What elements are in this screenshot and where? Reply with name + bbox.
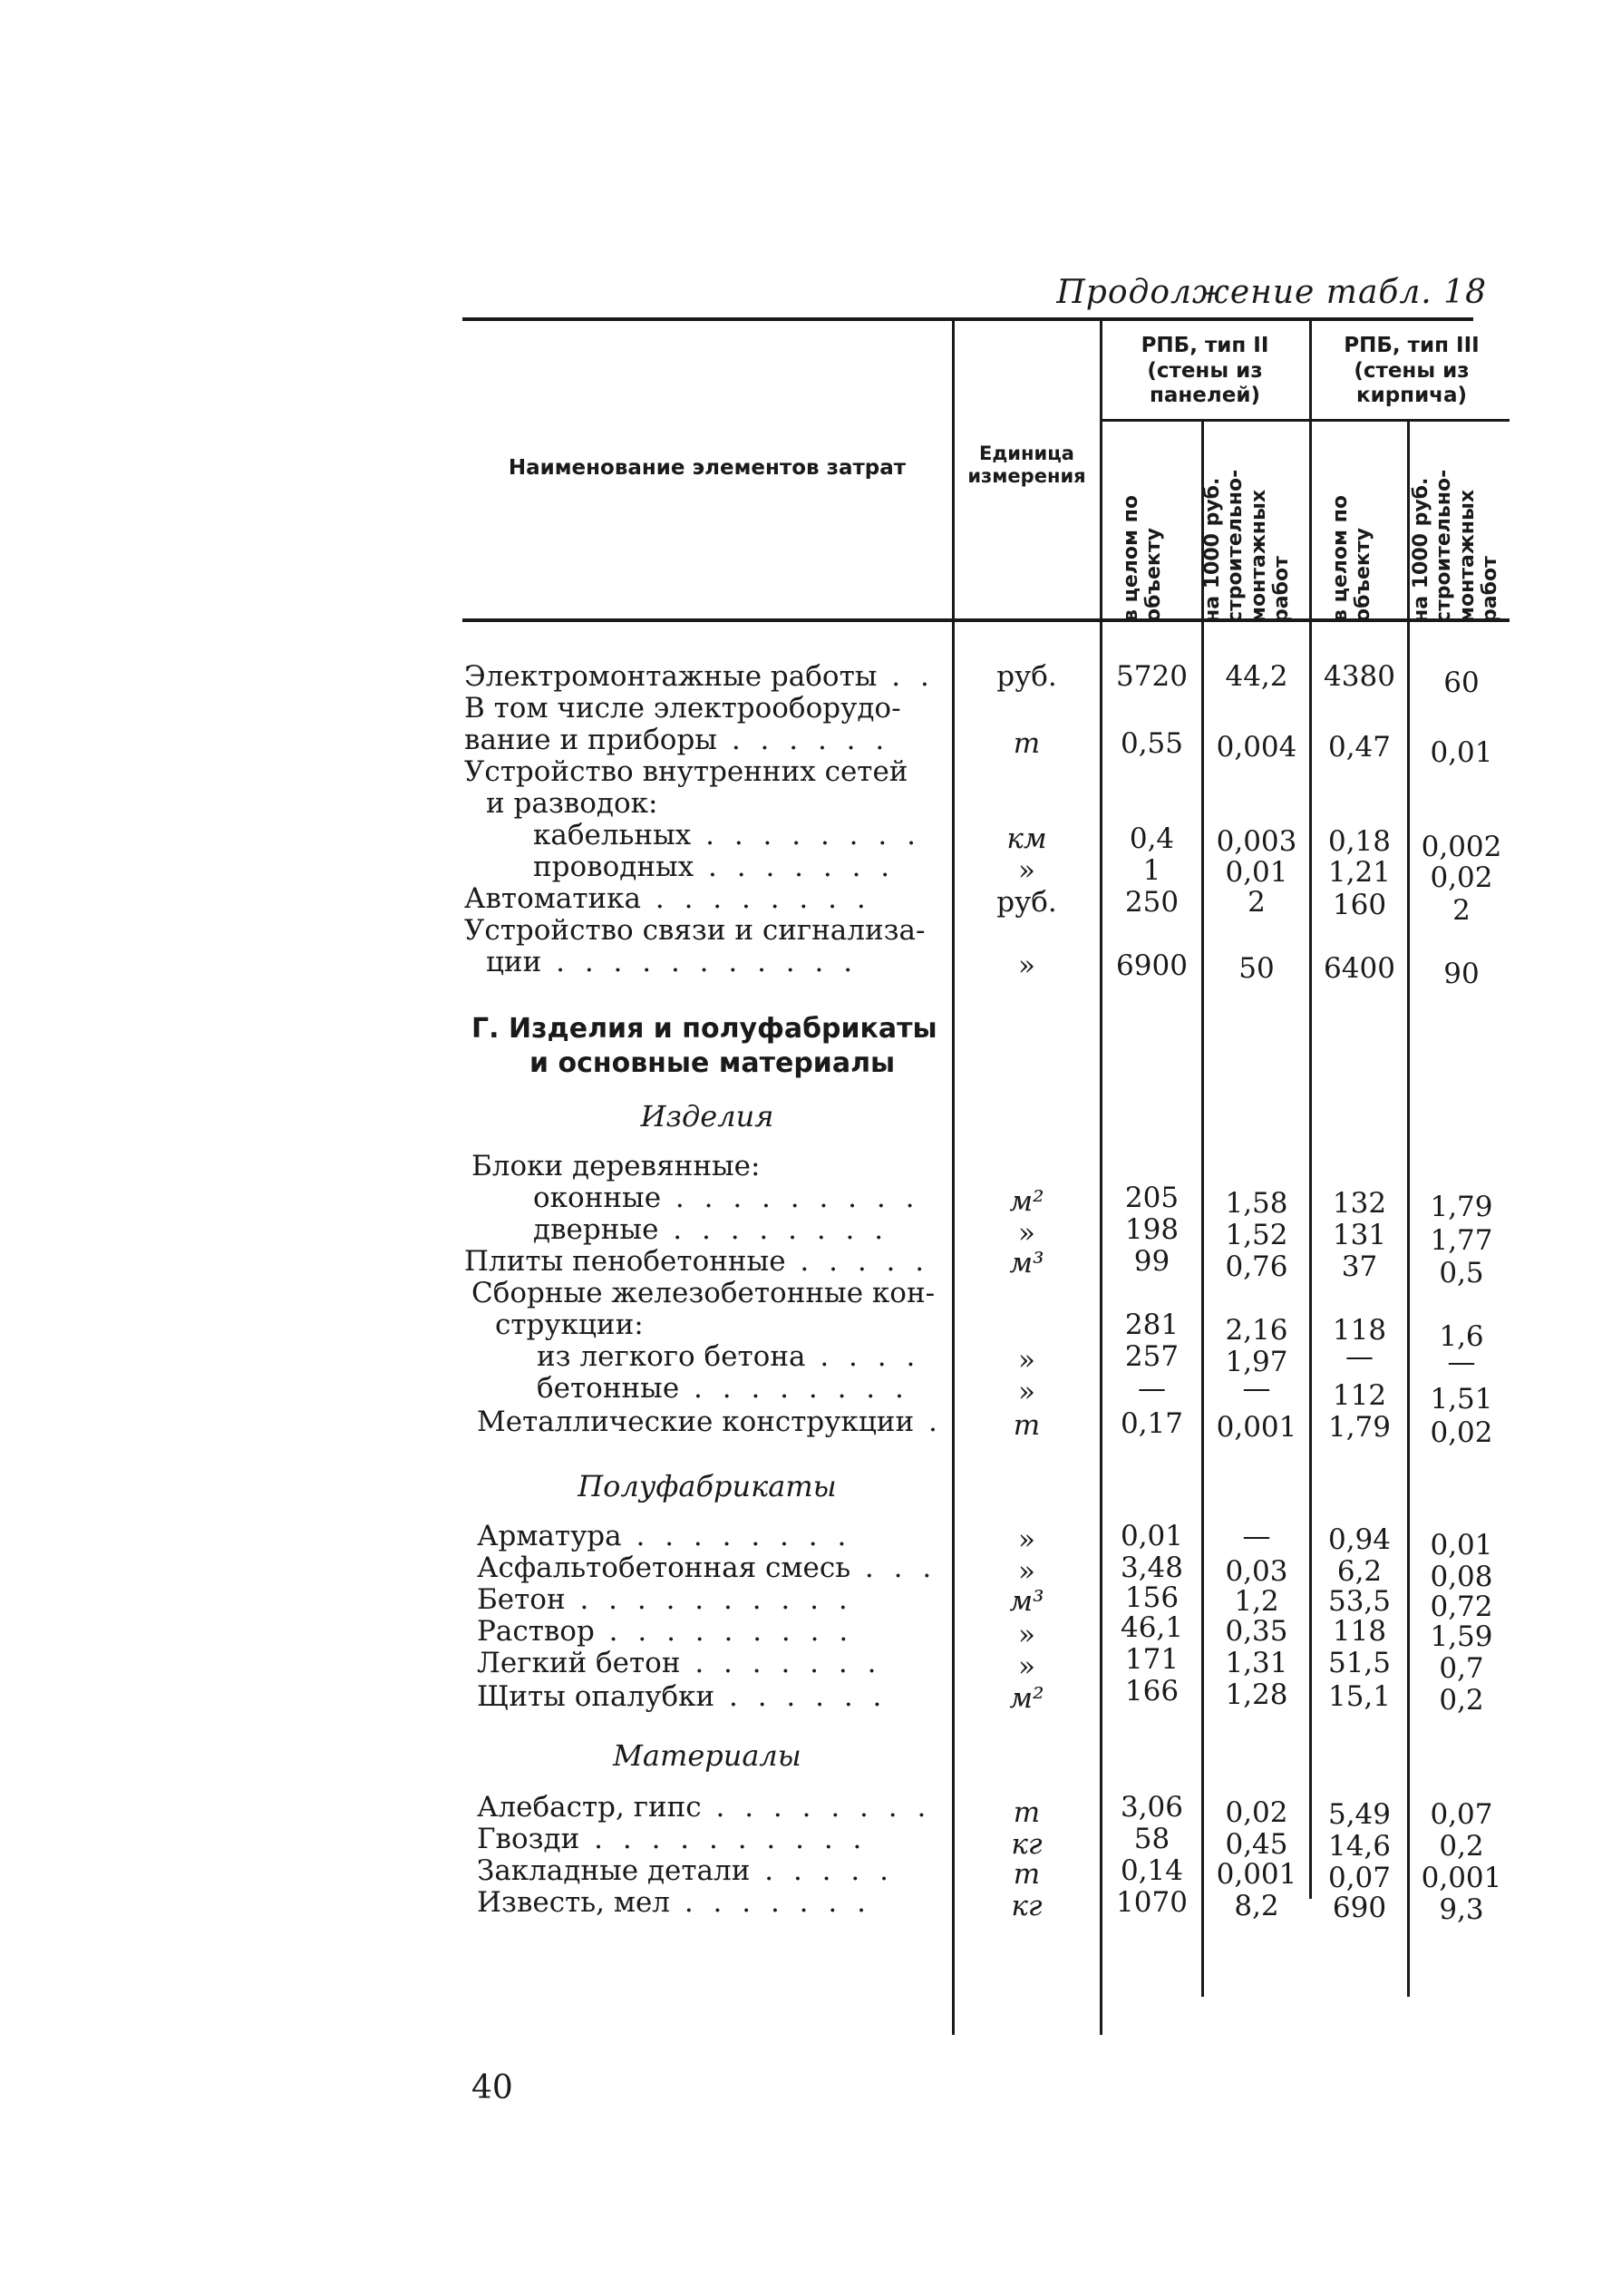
row-label: Щиты опалубки . . . . . . [477,1680,888,1713]
row-unit: руб. [996,886,1057,919]
value-per1000-2: 1,51 [1430,1383,1493,1416]
value-per1000-1: 1,31 [1225,1647,1288,1679]
value-per1000-1: 0,001 [1216,1411,1297,1444]
value-total-1: 99 [1133,1245,1170,1278]
value-total-2: 118 [1332,1314,1387,1347]
vline-sub2 [1407,419,1410,1997]
row-label: оконные . . . . . . . . . [533,1182,920,1214]
value-total-2: 0,94 [1327,1523,1392,1556]
value-per1000-2: 0,001 [1421,1862,1502,1894]
row-label: струкции: [495,1309,644,1341]
header-unit-column: Единица измерения [967,443,1086,488]
value-per1000-1: 0,01 [1225,856,1288,889]
value-total-1: 281 [1124,1309,1180,1341]
value-total-1: 1070 [1116,1886,1188,1919]
subsection-polufabrikaty: Полуфабрикаты [578,1469,837,1503]
row-label: ции . . . . . . . . . . . [486,946,859,978]
value-per1000-2: 1,79 [1430,1191,1493,1223]
row-label: Блоки деревянные: [471,1150,761,1182]
value-total-2: 690 [1332,1892,1387,1924]
row-unit: т [1013,1409,1041,1442]
subheader-per1000-1: на 1000 руб. строительно-монтажных работ [1201,469,1293,623]
value-total-1: 198 [1124,1213,1180,1246]
value-per1000-2: 1,77 [1430,1224,1493,1257]
value-per1000-1: 0,02 [1225,1796,1288,1829]
row-label: Сборные железобетонные кон- [471,1277,936,1309]
value-per1000-2: 0,01 [1430,736,1493,769]
header-name-column: Наименование элементов затрат [508,456,907,480]
value-per1000-1: 1,52 [1225,1219,1288,1251]
value-per1000-1: — [1242,1520,1271,1552]
value-total-2: 15,1 [1327,1680,1392,1713]
value-total-1: — [1138,1372,1166,1405]
value-per1000-1: 1,28 [1225,1678,1288,1711]
value-per1000-1: 2 [1248,886,1266,919]
row-unit: м³ [1009,1585,1044,1618]
value-total-2: 0,47 [1327,731,1392,764]
value-total-2: 51,5 [1327,1647,1392,1679]
value-total-1: 257 [1124,1340,1180,1373]
row-label: Плиты пенобетонные . . . . . [464,1245,930,1278]
value-per1000-2: 0,02 [1430,1416,1493,1449]
value-per1000-2: 90 [1443,958,1480,990]
row-label: Асфальтобетонная смесь . . . [477,1552,937,1584]
row-label: Электромонтажные работы . . [464,660,935,693]
row-unit: » [1018,1619,1035,1651]
value-total-2: 6,2 [1336,1555,1383,1588]
value-total-2: 0,18 [1327,825,1392,858]
section-title-line2: и основные материалы [529,1046,896,1079]
subheader-total-1: в целом по объекту [1120,495,1166,622]
value-total-1: 1 [1142,854,1161,887]
page-number: 40 [471,2069,513,2106]
value-total-2: 53,5 [1327,1585,1392,1618]
value-total-1: 171 [1124,1643,1180,1676]
header-group-type2: РПБ, тип II (стены из панелей) [1141,334,1269,408]
row-unit: » [1018,1217,1035,1250]
row-label: Металлические конструкции . [477,1406,943,1438]
value-per1000-2: 9,3 [1439,1893,1484,1926]
value-total-2: 1,21 [1327,856,1392,889]
row-unit: » [1018,1650,1035,1683]
row-label: из легкого бетона . . . . [537,1340,921,1373]
top-rule [462,317,1473,321]
value-per1000-2: 0,02 [1430,861,1493,894]
row-label: Алебастр, гипс . . . . . . . . [477,1791,932,1824]
row-label: вание и приборы . . . . . . [464,724,890,756]
value-per1000-1: 1,2 [1234,1585,1279,1618]
row-unit: » [1018,1555,1035,1588]
value-per1000-1: 2,16 [1225,1314,1288,1347]
row-unit: м³ [1009,1247,1044,1279]
row-unit: » [1018,1376,1035,1408]
subheader-total-2: в целом по объекту [1329,495,1375,622]
value-total-2: 4380 [1324,660,1395,693]
row-unit: т [1013,1858,1041,1891]
value-total-1: 0,14 [1120,1854,1184,1887]
value-total-1: 58 [1133,1823,1170,1855]
row-label: Арматура . . . . . . . . [477,1520,852,1552]
value-total-2: 112 [1332,1379,1387,1412]
row-label: дверные . . . . . . . . [533,1213,889,1246]
row-label: Закладные детали . . . . . [477,1854,894,1887]
row-unit: » [1018,1344,1035,1377]
row-label: В том числе электрооборудо- [464,692,901,725]
value-per1000-2: 60 [1443,666,1480,699]
value-per1000-1: 0,35 [1225,1615,1288,1648]
row-label: Устройство связи и сигнализа- [464,914,926,947]
value-total-1: 3,48 [1120,1552,1184,1584]
value-per1000-2: 0,2 [1439,1684,1484,1717]
subsection-materialy: Материалы [613,1738,801,1773]
value-per1000-2: 1,59 [1430,1620,1493,1653]
value-total-2: 118 [1332,1615,1387,1648]
row-unit: м² [1009,1682,1044,1715]
vline-unit [952,321,955,2035]
value-per1000-2: 0,07 [1430,1798,1493,1831]
value-per1000-2: 0,5 [1439,1257,1484,1289]
vline-group2 [1309,321,1312,1899]
value-total-2: 1,79 [1327,1411,1392,1444]
row-label: и разводок: [486,787,658,820]
header-group-type3: РПБ, тип III (стены из кирпича) [1344,334,1480,408]
row-label: кабельных . . . . . . . . [533,819,921,851]
group-rule [1100,419,1510,422]
value-total-1: 166 [1124,1675,1180,1707]
value-per1000-1: 44,2 [1225,660,1288,693]
row-unit: м² [1009,1185,1044,1218]
section-title [471,1012,937,1080]
value-per1000-2: 1,6 [1439,1320,1484,1353]
value-total-2: 132 [1332,1187,1387,1220]
row-label: Автоматика . . . . . . . . [464,882,871,915]
row-label: Гвозди . . . . . . . . . . [477,1823,868,1855]
value-total-2: 14,6 [1327,1830,1392,1863]
value-total-2: 0,07 [1327,1862,1392,1894]
subsection-izdeliya: Изделия [640,1099,774,1133]
value-per1000-1: 0,76 [1225,1250,1288,1283]
value-total-1: 0,01 [1120,1520,1184,1552]
value-per1000-2: 0,01 [1430,1529,1493,1561]
value-per1000-1: 0,004 [1216,731,1297,764]
value-per1000-1: 0,001 [1216,1858,1297,1891]
value-per1000-2: 0,72 [1430,1591,1493,1623]
value-per1000-1: 0,45 [1225,1828,1288,1861]
row-unit: » [1018,949,1035,982]
value-per1000-2: 0,2 [1439,1830,1484,1863]
value-total-1: 0,17 [1120,1407,1184,1440]
value-per1000-1: 1,58 [1225,1187,1288,1220]
value-total-2: 131 [1332,1219,1387,1251]
value-total-2: 160 [1332,889,1387,921]
value-total-1: 0,55 [1120,727,1184,760]
row-unit: » [1018,854,1035,887]
row-label: Устройство внутренних сетей [464,755,908,788]
value-per1000-1: 0,003 [1216,825,1297,858]
row-unit: т [1013,1796,1041,1829]
section-title-line1: Г. Изделия и полуфабрикаты [471,1013,937,1045]
row-label: Известь, мел . . . . . . . [477,1886,871,1919]
value-per1000-2: 2 [1452,894,1471,927]
value-total-1: 46,1 [1120,1611,1184,1644]
value-per1000-1: — [1242,1372,1271,1405]
row-label: проводных . . . . . . . [533,851,896,883]
row-label: Бетон . . . . . . . . . . [477,1583,853,1616]
value-total-2: — [1345,1340,1374,1373]
value-total-1: 5720 [1116,660,1188,693]
value-total-1: 3,06 [1120,1791,1184,1824]
value-total-1: 0,4 [1129,822,1175,855]
value-per1000-1: 0,03 [1225,1555,1288,1588]
value-total-1: 6900 [1116,949,1188,982]
vline-group1 [1100,321,1102,2035]
value-total-1: 250 [1124,886,1180,919]
subheader-per1000-2: на 1000 руб. строительно-монтажных работ [1410,469,1501,623]
table-caption: Продолжение табл. 18 [1056,274,1487,311]
row-unit: » [1018,1523,1035,1556]
value-total-2: 5,49 [1327,1798,1392,1831]
row-label: бетонные . . . . . . . . [537,1372,909,1405]
value-per1000-1: 8,2 [1234,1890,1279,1922]
value-total-2: 6400 [1324,952,1395,985]
value-total-1: 156 [1124,1581,1180,1614]
value-total-1: 205 [1124,1182,1180,1214]
row-label: Легкий бетон . . . . . . . [477,1647,882,1679]
vline-sub1 [1201,419,1204,1997]
row-unit: т [1013,727,1041,760]
value-total-2: 37 [1341,1250,1378,1283]
row-label: Раствор . . . . . . . . . [477,1615,854,1648]
value-per1000-2: 0,7 [1439,1652,1484,1685]
value-per1000-1: 50 [1238,952,1275,985]
value-per1000-1: 1,97 [1225,1346,1288,1378]
row-unit: руб. [996,660,1057,693]
value-per1000-2: — [1447,1346,1476,1378]
value-per1000-2: 0,002 [1421,831,1502,863]
value-per1000-2: 0,08 [1430,1561,1493,1593]
row-unit: км [1006,822,1047,855]
row-unit: кг [1011,1890,1043,1922]
row-unit: кг [1011,1828,1043,1861]
